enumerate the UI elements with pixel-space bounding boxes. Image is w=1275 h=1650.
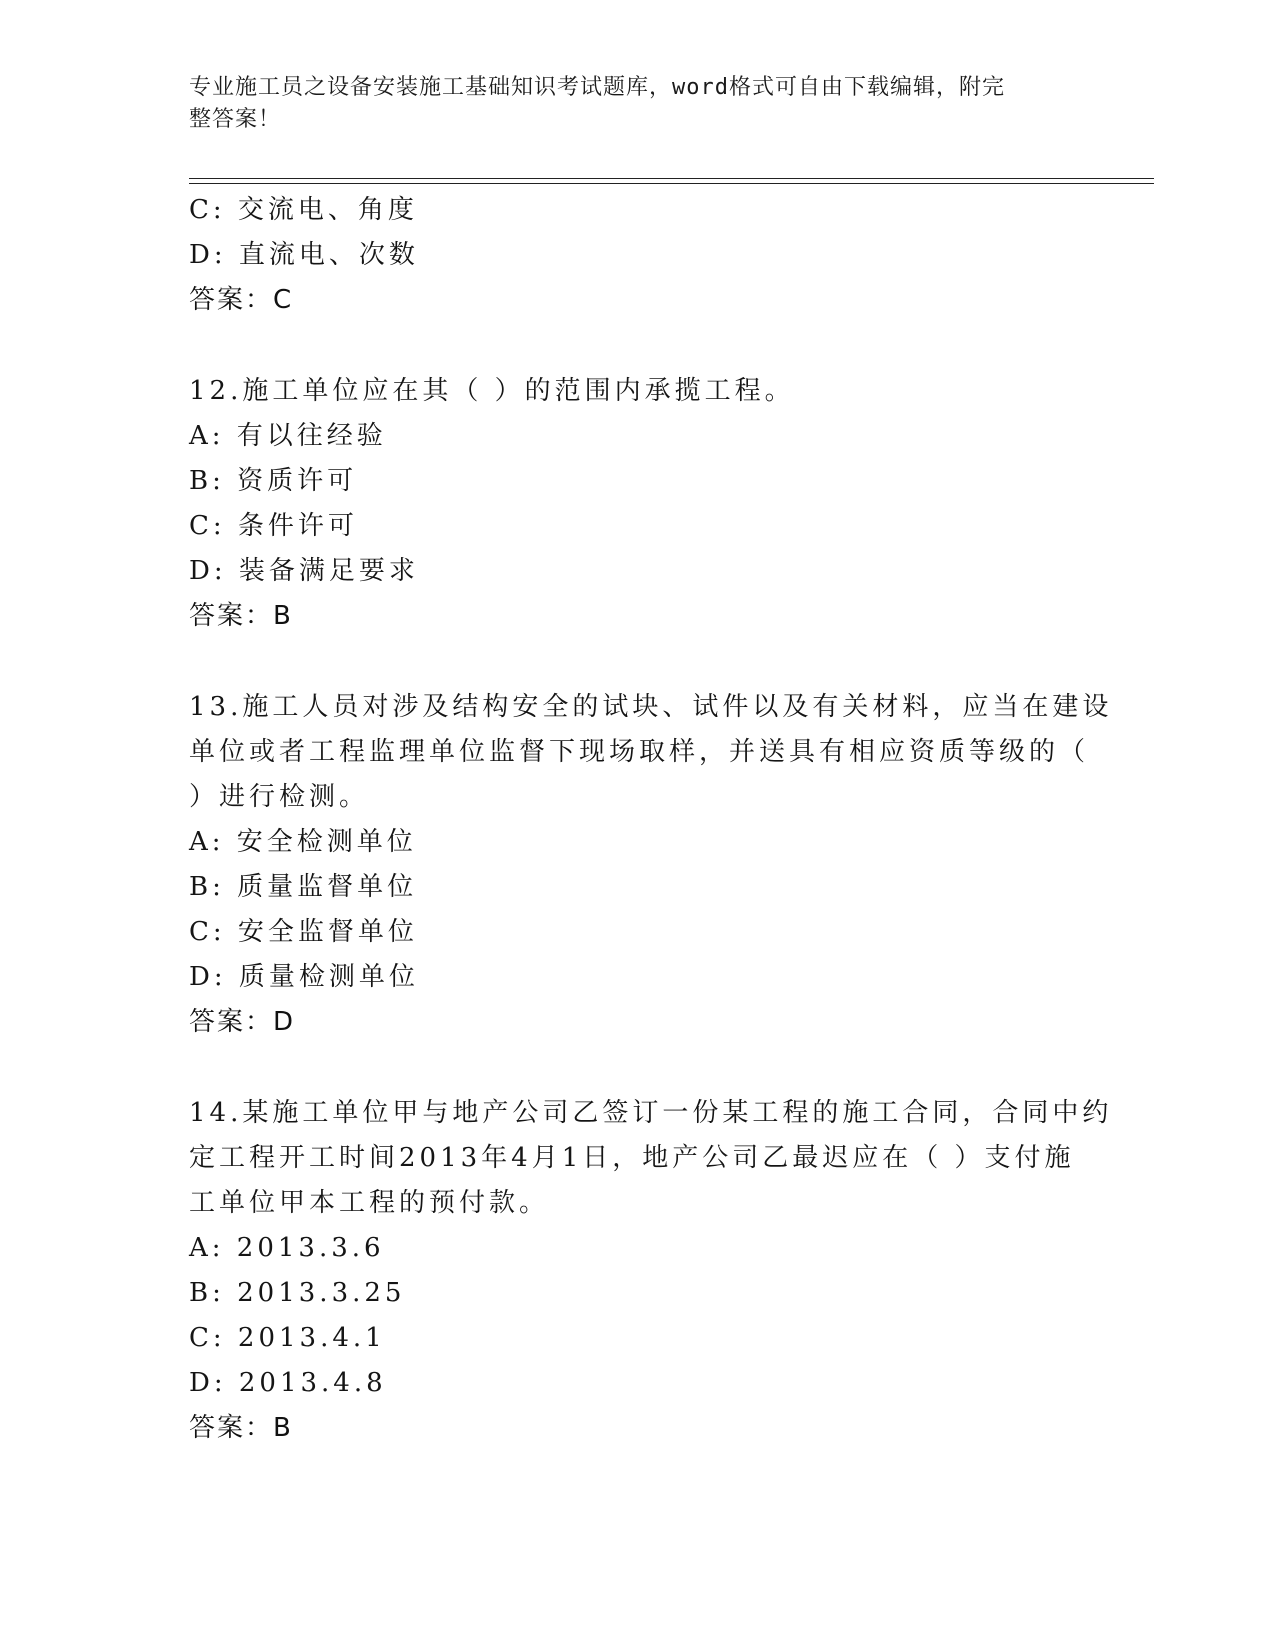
- q13-stem-line-2: 单位或者工程监理单位监督下现场取样，并送具有相应资质等级的（: [189, 737, 1090, 767]
- q11-answer: 答案：C: [189, 285, 294, 315]
- q12-option-b: B: 资质许可: [189, 466, 358, 496]
- q13-option-c: C: 安全监督单位: [189, 917, 418, 947]
- q12-option-d: D: 装备满足要求: [189, 556, 419, 586]
- header-divider-top: [189, 178, 1154, 179]
- header-divider-bottom: [189, 183, 1154, 184]
- q14-stem-line-3: 工单位甲本工程的预付款。: [189, 1188, 550, 1218]
- q14-stem-line-2: 定工程开工时间2013年4月1日，地产公司乙最迟应在（ ）支付施: [189, 1143, 1075, 1173]
- q14-answer: 答案：B: [189, 1413, 293, 1443]
- q12-option-c: C: 条件许可: [189, 511, 358, 541]
- q13-option-d: D: 质量检测单位: [189, 962, 419, 992]
- q12-answer: 答案：B: [189, 601, 293, 631]
- header-line-1: 专业施工员之设备安装施工基础知识考试题库，word格式可自由下载编辑，附完: [189, 75, 1005, 100]
- header-line-2: 整答案！: [189, 107, 282, 132]
- q14-option-d: D: 2013.4.8: [189, 1368, 387, 1398]
- q11-option-d: D: 直流电、次数: [189, 240, 419, 270]
- q11-option-c: C: 交流电、角度: [189, 195, 418, 225]
- q13-option-b: B: 质量监督单位: [189, 872, 418, 902]
- q13-answer: 答案：D: [189, 1007, 296, 1037]
- q12-option-a: A: 有以往经验: [189, 421, 387, 451]
- q14-stem-line-1: 14.某施工单位甲与地产公司乙签订一份某工程的施工合同，合同中约: [189, 1098, 1113, 1128]
- q14-option-c: C: 2013.4.1: [189, 1323, 386, 1353]
- q13-stem-line-1: 13.施工人员对涉及结构安全的试块、试件以及有关材料，应当在建设: [189, 692, 1113, 722]
- q14-option-b: B: 2013.3.25: [189, 1278, 406, 1308]
- q14-option-a: A: 2013.3.6: [189, 1233, 385, 1263]
- q13-option-a: A: 安全检测单位: [189, 827, 417, 857]
- q12-stem: 12.施工单位应在其（ ）的范围内承揽工程。: [189, 376, 795, 406]
- document-header: [189, 72, 1089, 136]
- q13-stem-line-3: ）进行检测。: [189, 782, 370, 812]
